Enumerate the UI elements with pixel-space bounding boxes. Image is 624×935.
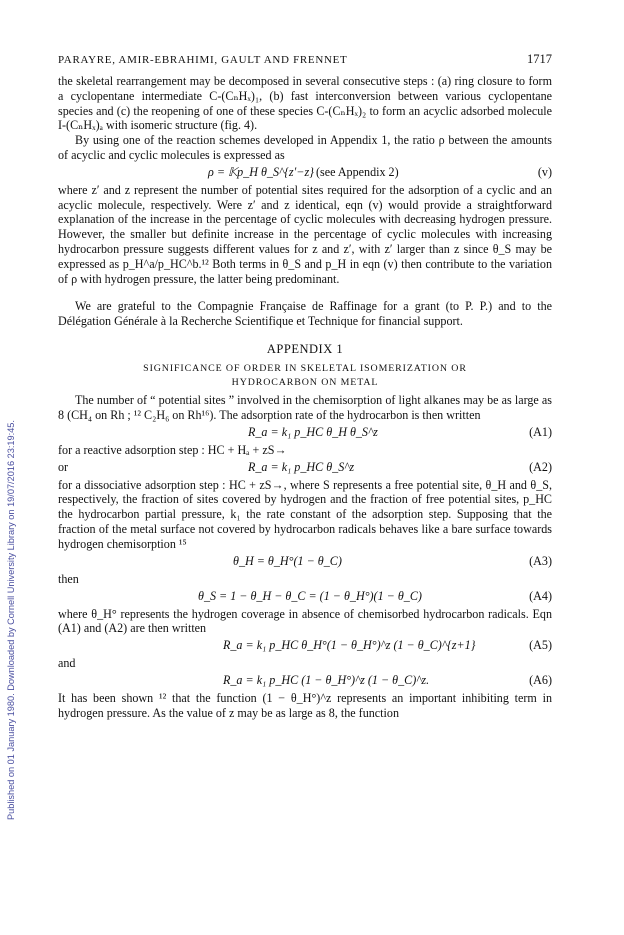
paragraph-dissociative-adsorption: for a dissociative adsorption step : HC + zS→, where S represents a free potential site, θ_H and θ_S, respectively, the fraction of sites covered by hydrogen and the fraction of free potential sites, p_HC the hydrocarbon partial pressure, k₁ the rate constant of the adsorption step. Supposing that the fraction of the metal surface not covered by hydrocarbon radicals behaves like a bare surface towards hydrogen chemisorption ¹⁵ [58,477,552,551]
appendix-title: APPENDIX 1 [266,341,344,356]
equation-a1-number: (A1) [529,424,552,439]
equation-v [58,163,552,183]
equation-a5-expression: R_a = k₁ p_HC θ_H°(1 − θ_H°)^z (1 − θ_C)^{z+1} [223,638,476,653]
equation-a4 [58,587,552,607]
equation-a6-number: (A6) [529,673,552,688]
paragraph-skeletal-rearrangement: the skeletal rearrangement may be decomposed in several consecutive steps : (a) ring closure to form a cyclopentane intermediate C-(CₙHₓ)₁, (b) fast interconversion between various cyclopentane species and (c) the reopening of one of these species C-(CₙHₓ)₂ to form an acyclic adsorbed molecule I-(CₙHₓ)ₐ with isomeric structure (fig. 4). [58,74,552,133]
paragraph-hydrogen-coverage: where θ_H° represents the hydrogen coverage in absence of chemisorbed hydrocarbon radicals. Eqn (A1) and (A2) are then written [58,606,552,636]
equation-a3 [58,552,552,572]
appendix-subtitle-line-1: SIGNIFICANCE OF ORDER IN SKELETAL ISOMERIZATION OR [143,362,467,374]
download-watermark-text: Published on 01 January 1980. Downloaded by Cornell University Library on 19/07/2016 23:19:45. [6,420,16,820]
or-label: or [58,459,69,474]
paragraph-adsorption-rate: The number of “ potential sites ” involved in the chemisorption of light alkanes may be as large as 8 (CH₄ on Rh ; ¹² C₂H₆ on Rh¹⁶). The adsorption rate of the hydrocarbon is then written [58,392,552,422]
journal-page [58,52,552,721]
paragraph-acknowledgement: We are grateful to the Compagnie Française de Raffinage for a grant (to P. P.) and to the Délégation Générale à la Recherche Scientifique et Technique for financial support. [58,299,552,329]
equation-a3-number: (A3) [529,553,552,568]
equation-a2 [58,458,552,478]
paragraph-ratio-intro: By using one of the reaction schemes developed in Appendix 1, the ratio ρ between the amounts of acyclic and cyclic molecules is expressed as [58,133,552,162]
appendix-subtitle [58,362,552,390]
equation-a5-number: (A5) [529,638,552,653]
paragraph-potential-sites: where z′ and z represent the number of potential sites required for the adsorption of a cyclic and an acyclic molecule, respectively. Were z′ and z identical, eqn (v) would provide a straightforward explanation of the increase in the percentage of cyclic molecules with decreasing hydrogen pressure. However, the smaller but definite increase in the percentage of cyclic molecules with increasing hydrocarbon pressure suggests different values for z and z′, with z′ larger than z since θ_S may be expressed as p_H^a/p_HC^b.¹² Both terms in θ_S and p_H in eqn (v) then contribute to the variation of ρ with hydrogen pressure, the latter being predominant. [58,182,552,286]
page-number: 1717 [527,52,552,66]
then-label: then [58,571,79,586]
equation-a6 [58,671,552,691]
equation-a1 [58,423,552,443]
equation-a1-expression: R_a = k₁ p_HC θ_H θ_S^z [248,424,378,439]
running-header [58,52,552,74]
header-authors: PARAYRE, AMIR-EBRAHIMI, GAULT AND FRENNET [58,54,348,66]
equation-a3-expression: θ_H = θ_H°(1 − θ_C) [233,553,342,568]
reactive-adsorption-line: for a reactive adsorption step : HC + Hₐ + zS→ [58,442,287,457]
equation-a2-number: (A2) [529,459,552,474]
equation-a6-expression: R_a = k₁ p_HC (1 − θ_H°)^z (1 − θ_C)^z. [223,673,430,688]
paragraph-inhibiting-term: It has been shown ¹² that the function (1 − θ_H°)^z represents an important inhibiting term in hydrogen pressure. As the value of z may be as large as 8, the function [58,691,552,720]
equation-v-note: (see Appendix 2) [316,164,399,179]
equation-a4-number: (A4) [529,588,552,603]
download-watermark [6,120,20,820]
equation-v-expression: ρ = 𝕂p_H θ_S^{z′−z} [208,164,314,179]
equation-a5 [58,636,552,656]
equation-a4-expression: θ_S = 1 − θ_H − θ_C = (1 − θ_H°)(1 − θ_C) [198,588,422,603]
equation-v-number: (v) [537,164,552,179]
equation-a2-expression: R_a = k₁ p_HC θ_S^z [248,459,355,474]
appendix-subtitle-line-2: HYDROCARBON ON METAL [231,376,379,388]
and-label: and [58,656,76,671]
